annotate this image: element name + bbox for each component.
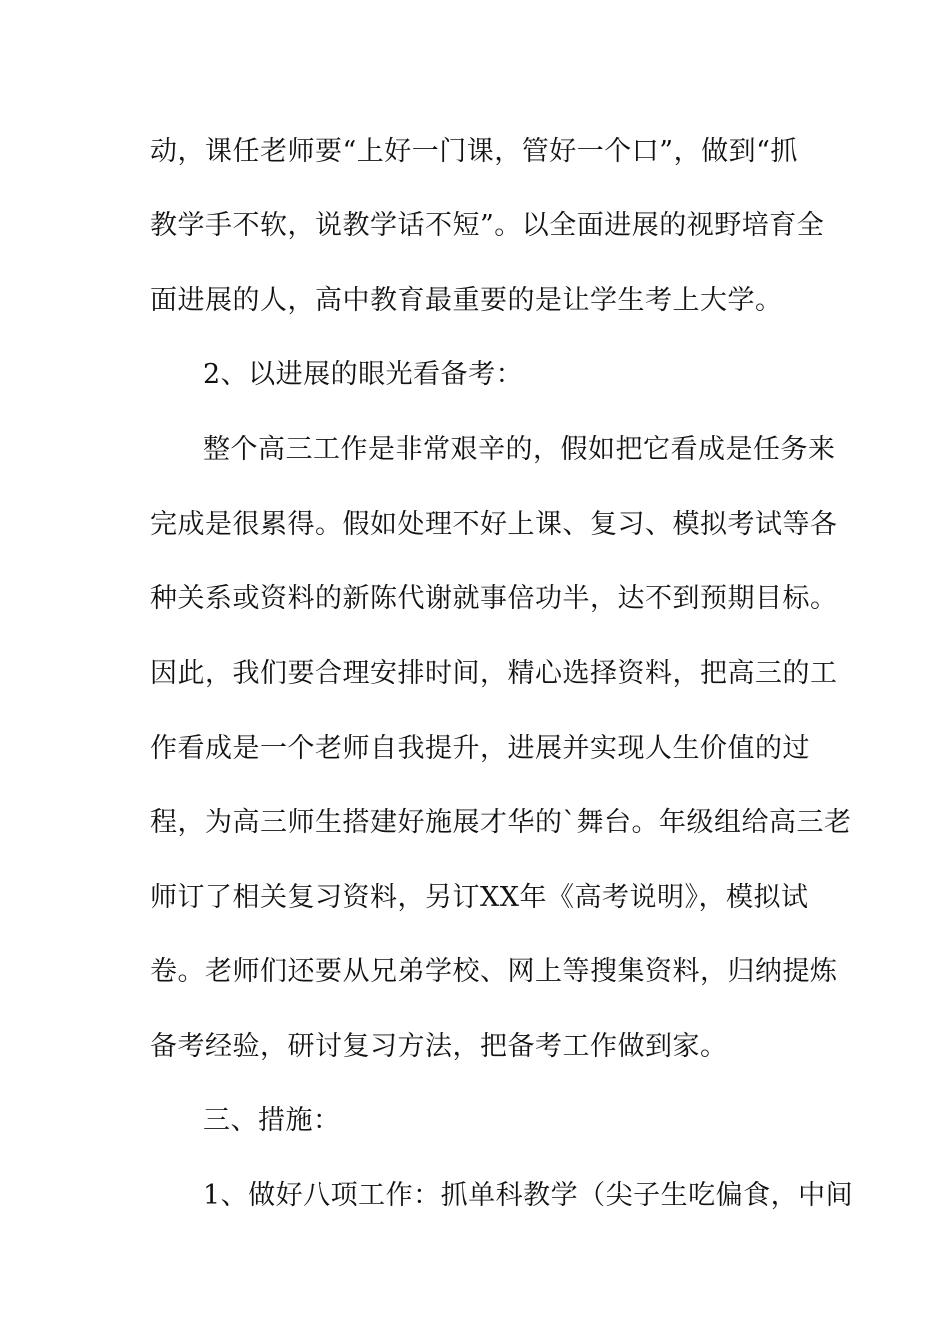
- body-text-line: 作看成是一个老师自我提升，进展并实现人生价值的过: [150, 733, 810, 764]
- section-heading: 三、措施：: [203, 1105, 341, 1136]
- body-text-line: 动，课任老师要“上好一门课，管好一个口”，做到“抓: [150, 136, 798, 167]
- body-text-line: 教学手不软，说教学话不短”。以全面进展的视野培育全: [150, 210, 825, 241]
- body-text-line: 师订了相关复习资料，另订XX年《高考说明》，模拟试: [150, 882, 809, 913]
- body-text-line: 因此，我们要合理安排时间，精心选择资料，把高三的工: [150, 658, 838, 689]
- section-heading: 2、以进展的眼光看备考：: [203, 359, 524, 390]
- body-text-line: 面进展的人，高中教育最重要的是让学生考上大学。: [150, 285, 783, 316]
- body-text-line: 整个高三工作是非常艰辛的，假如把它看成是任务来: [203, 434, 836, 465]
- body-text-line: 程，为高三师生搭建好施展才华的`舞台。年级组给高三老: [150, 807, 852, 838]
- body-text-line: 卷。老师们还要从兄弟学校、网上等搜集资料，归纳提炼: [150, 956, 838, 987]
- body-text-line: 1、做好八项工作：抓单科教学（尖子生吃偏食，中间: [203, 1180, 854, 1211]
- body-text-line: 种关系或资料的新陈代谢就事倍功半，达不到预期目标。: [150, 583, 838, 614]
- body-text-line: 完成是很累得。假如处理不好上课、复习、模拟考试等各: [150, 509, 838, 540]
- body-text-line: 备考经验，研讨复习方法，把备考工作做到家。: [150, 1031, 728, 1062]
